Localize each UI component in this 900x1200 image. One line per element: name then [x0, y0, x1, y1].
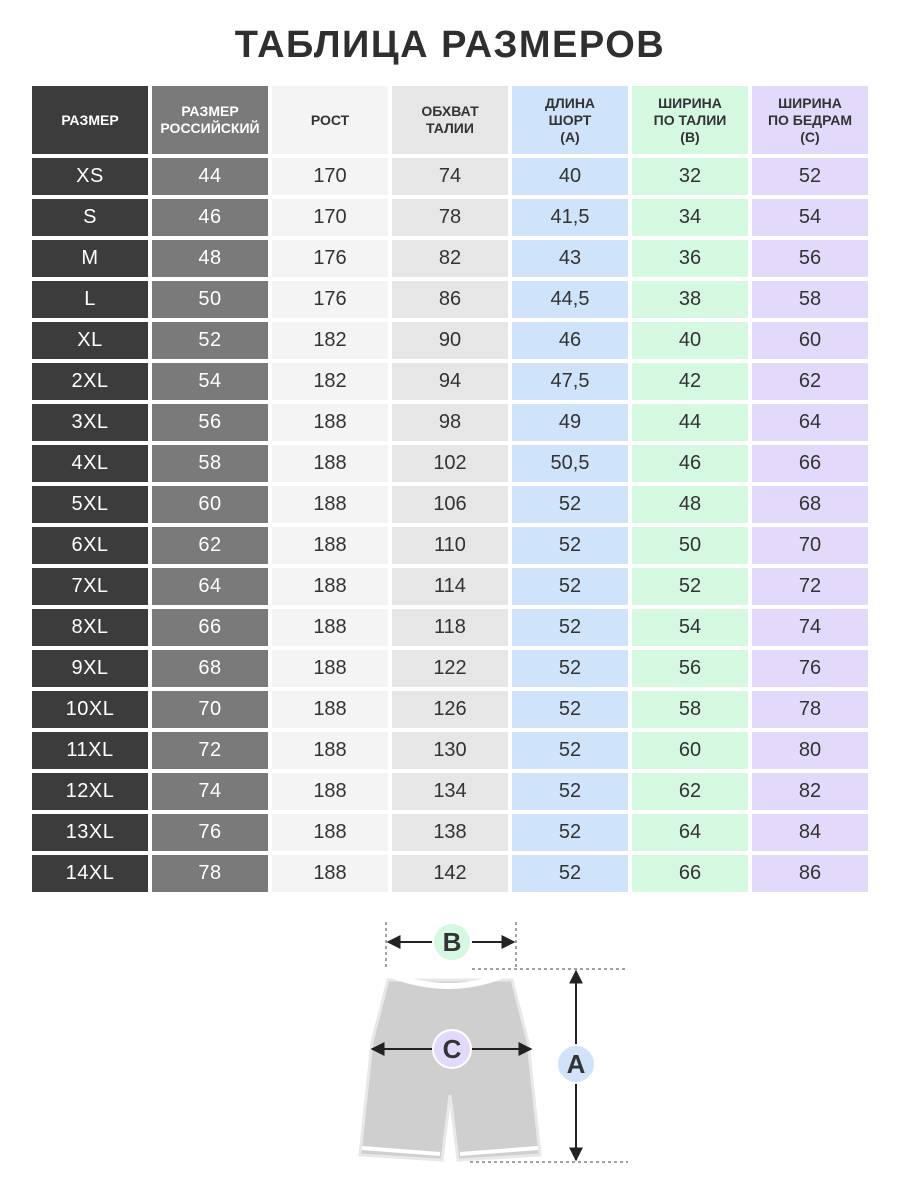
cell-size: 6XL — [32, 527, 148, 564]
cell-shorts-length: 46 — [512, 322, 628, 359]
cell-waist-width: 52 — [632, 568, 748, 605]
cell-height: 188 — [272, 650, 388, 687]
cell-waist-girth: 82 — [392, 240, 508, 277]
cell-shorts-length: 52 — [512, 855, 628, 892]
cell-size: S — [32, 199, 148, 236]
cell-waist-width: 46 — [632, 445, 748, 482]
cell-waist-width: 48 — [632, 486, 748, 523]
cell-waist-girth: 118 — [392, 609, 508, 646]
cell-waist-girth: 106 — [392, 486, 508, 523]
header-shorts-length: ДЛИНА ШОРТ (А) — [512, 86, 628, 154]
cell-waist-girth: 114 — [392, 568, 508, 605]
header-waist-width: ШИРИНА ПО ТАЛИИ (В) — [632, 86, 748, 154]
cell-russian-size: 58 — [152, 445, 268, 482]
cell-russian-size: 54 — [152, 363, 268, 400]
cell-shorts-length: 50,5 — [512, 445, 628, 482]
cell-russian-size: 60 — [152, 486, 268, 523]
cell-russian-size: 48 — [152, 240, 268, 277]
cell-waist-width: 54 — [632, 609, 748, 646]
cell-waist-girth: 126 — [392, 691, 508, 728]
cell-size: 9XL — [32, 650, 148, 687]
cell-russian-size: 76 — [152, 814, 268, 851]
cell-size: 5XL — [32, 486, 148, 523]
cell-hip-width: 62 — [752, 363, 868, 400]
cell-height: 188 — [272, 609, 388, 646]
cell-hip-width: 54 — [752, 199, 868, 236]
cell-size: L — [32, 281, 148, 318]
cell-waist-width: 60 — [632, 732, 748, 769]
cell-russian-size: 52 — [152, 322, 268, 359]
cell-russian-size: 46 — [152, 199, 268, 236]
header-waist-girth: ОБХВАТ ТАЛИИ — [392, 86, 508, 154]
cell-waist-girth: 102 — [392, 445, 508, 482]
cell-size: 14XL — [32, 855, 148, 892]
cell-hip-width: 74 — [752, 609, 868, 646]
cell-waist-width: 50 — [632, 527, 748, 564]
cell-hip-width: 82 — [752, 773, 868, 810]
cell-shorts-length: 52 — [512, 650, 628, 687]
cell-height: 188 — [272, 814, 388, 851]
cell-russian-size: 74 — [152, 773, 268, 810]
cell-height: 188 — [272, 486, 388, 523]
header-size: РАЗМЕР — [32, 86, 148, 154]
cell-hip-width: 66 — [752, 445, 868, 482]
header-russian-size: РАЗМЕР РОССИЙСКИЙ — [152, 86, 268, 154]
cell-hip-width: 64 — [752, 404, 868, 441]
cell-height: 188 — [272, 445, 388, 482]
cell-shorts-length: 40 — [512, 158, 628, 195]
cell-shorts-length: 52 — [512, 691, 628, 728]
cell-shorts-length: 52 — [512, 609, 628, 646]
label-b: B — [442, 927, 462, 957]
cell-height: 188 — [272, 691, 388, 728]
cell-hip-width: 76 — [752, 650, 868, 687]
cell-russian-size: 56 — [152, 404, 268, 441]
cell-waist-width: 44 — [632, 404, 748, 441]
cell-hip-width: 78 — [752, 691, 868, 728]
cell-height: 170 — [272, 158, 388, 195]
cell-russian-size: 50 — [152, 281, 268, 318]
cell-hip-width: 70 — [752, 527, 868, 564]
cell-shorts-length: 49 — [512, 404, 628, 441]
cell-size: 3XL — [32, 404, 148, 441]
cell-shorts-length: 43 — [512, 240, 628, 277]
cell-shorts-length: 47,5 — [512, 363, 628, 400]
cell-height: 188 — [272, 732, 388, 769]
size-table — [32, 86, 868, 892]
cell-shorts-length: 52 — [512, 814, 628, 851]
cell-waist-width: 40 — [632, 322, 748, 359]
cell-waist-girth: 138 — [392, 814, 508, 851]
cell-waist-width: 58 — [632, 691, 748, 728]
cell-size: 7XL — [32, 568, 148, 605]
cell-size: 12XL — [32, 773, 148, 810]
cell-shorts-length: 41,5 — [512, 199, 628, 236]
cell-size: 4XL — [32, 445, 148, 482]
page-title: ТАБЛИЦА РАЗМЕРОВ — [234, 24, 666, 66]
cell-shorts-length: 52 — [512, 486, 628, 523]
label-c: C — [442, 1034, 462, 1064]
cell-russian-size: 62 — [152, 527, 268, 564]
cell-waist-girth: 122 — [392, 650, 508, 687]
cell-waist-width: 36 — [632, 240, 748, 277]
cell-russian-size: 68 — [152, 650, 268, 687]
cell-russian-size: 66 — [152, 609, 268, 646]
cell-height: 176 — [272, 240, 388, 277]
cell-waist-width: 34 — [632, 199, 748, 236]
cell-size: 11XL — [32, 732, 148, 769]
cell-waist-girth: 130 — [392, 732, 508, 769]
cell-height: 170 — [272, 199, 388, 236]
cell-height: 188 — [272, 404, 388, 441]
cell-russian-size: 78 — [152, 855, 268, 892]
cell-waist-width: 32 — [632, 158, 748, 195]
cell-size: 13XL — [32, 814, 148, 851]
cell-hip-width: 72 — [752, 568, 868, 605]
label-a: A — [566, 1049, 586, 1079]
cell-waist-width: 62 — [632, 773, 748, 810]
shorts-measurement-diagram — [0, 910, 900, 1200]
cell-height: 188 — [272, 773, 388, 810]
cell-shorts-length: 52 — [512, 568, 628, 605]
cell-hip-width: 86 — [752, 855, 868, 892]
cell-size: M — [32, 240, 148, 277]
cell-waist-girth: 94 — [392, 363, 508, 400]
cell-hip-width: 60 — [752, 322, 868, 359]
cell-height: 176 — [272, 281, 388, 318]
header-hip-width: ШИРИНА ПО БЕДРАМ (С) — [752, 86, 868, 154]
cell-waist-width: 66 — [632, 855, 748, 892]
cell-hip-width: 52 — [752, 158, 868, 195]
cell-russian-size: 64 — [152, 568, 268, 605]
cell-size: XS — [32, 158, 148, 195]
cell-waist-girth: 142 — [392, 855, 508, 892]
cell-hip-width: 58 — [752, 281, 868, 318]
cell-hip-width: 56 — [752, 240, 868, 277]
cell-height: 182 — [272, 363, 388, 400]
header-height: РОСТ — [272, 86, 388, 154]
cell-size: 8XL — [32, 609, 148, 646]
cell-size: XL — [32, 322, 148, 359]
cell-waist-girth: 78 — [392, 199, 508, 236]
cell-hip-width: 80 — [752, 732, 868, 769]
shorts-silhouette — [360, 980, 540, 1160]
cell-waist-width: 56 — [632, 650, 748, 687]
cell-hip-width: 68 — [752, 486, 868, 523]
cell-height: 188 — [272, 527, 388, 564]
cell-russian-size: 44 — [152, 158, 268, 195]
cell-size: 10XL — [32, 691, 148, 728]
cell-waist-girth: 90 — [392, 322, 508, 359]
cell-russian-size: 70 — [152, 691, 268, 728]
cell-waist-girth: 134 — [392, 773, 508, 810]
cell-height: 188 — [272, 568, 388, 605]
cell-shorts-length: 52 — [512, 732, 628, 769]
cell-russian-size: 72 — [152, 732, 268, 769]
cell-size: 2XL — [32, 363, 148, 400]
cell-waist-girth: 74 — [392, 158, 508, 195]
cell-shorts-length: 52 — [512, 773, 628, 810]
cell-shorts-length: 44,5 — [512, 281, 628, 318]
cell-height: 188 — [272, 855, 388, 892]
cell-waist-width: 64 — [632, 814, 748, 851]
cell-waist-girth: 86 — [392, 281, 508, 318]
cell-hip-width: 84 — [752, 814, 868, 851]
cell-waist-width: 42 — [632, 363, 748, 400]
cell-waist-width: 38 — [632, 281, 748, 318]
cell-shorts-length: 52 — [512, 527, 628, 564]
cell-waist-girth: 98 — [392, 404, 508, 441]
cell-waist-girth: 110 — [392, 527, 508, 564]
cell-height: 182 — [272, 322, 388, 359]
